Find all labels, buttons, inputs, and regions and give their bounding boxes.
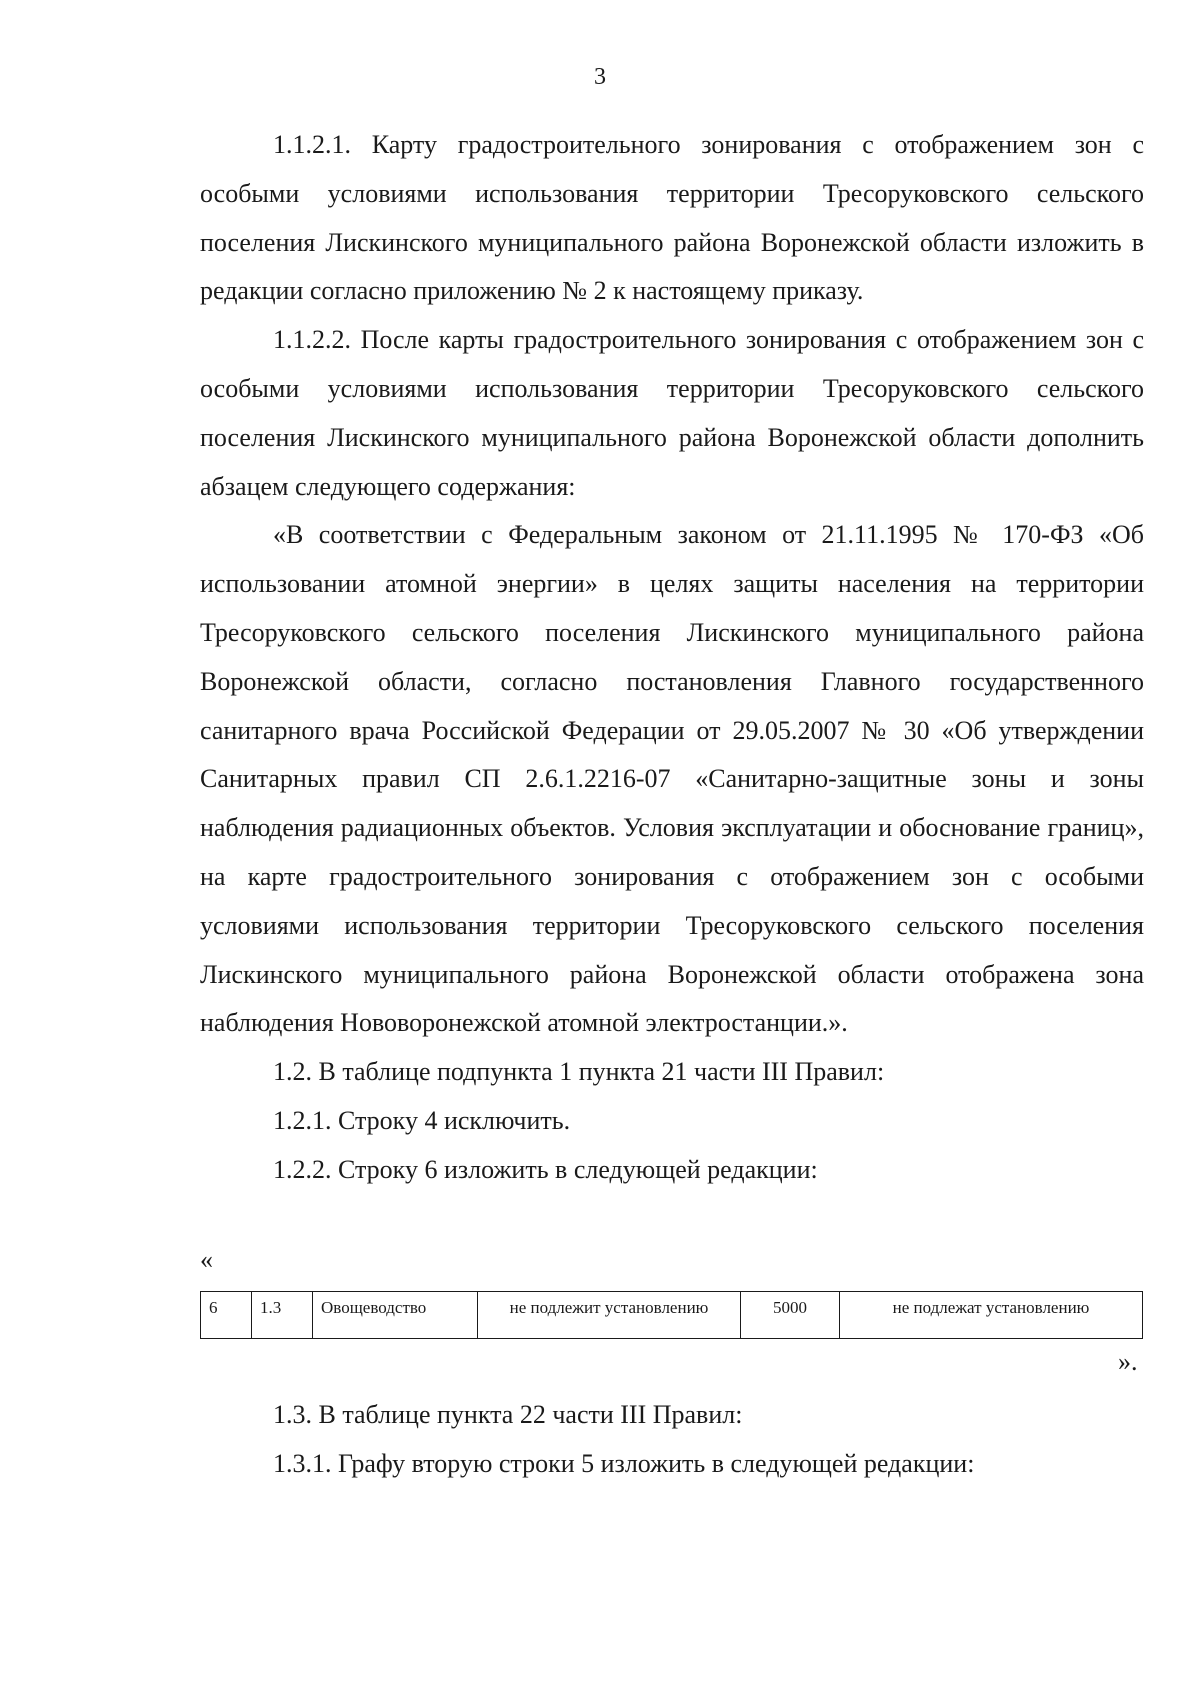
paragraph-1-2-2: 1.2.2. Строку 6 изложить в следующей редакции:	[273, 1154, 818, 1184]
opening-quote: «	[200, 1245, 213, 1274]
paragraph-1-2-1: 1.2.1. Строку 4 исключить.	[273, 1105, 571, 1135]
paragraph-1-3-1: 1.3.1. Графу вторую строки 5 изложить в следующей редакции:	[273, 1448, 975, 1478]
table-row	[201, 1292, 1143, 1339]
table-cell-row-number: 6	[201, 1292, 252, 1339]
amendment-table	[200, 1291, 1143, 1339]
paragraph-1-1-2-2: 1.1.2.2. После карты градостроительного зонирования с отображением зон с особыми условиями использования территории Тресоруковского сельского поселения Лискинского муниципального района Воронежской области дополнить абзацем следующего содержания:	[200, 325, 1144, 501]
paragraph-1-3: 1.3. В таблице пункта 22 части III Правил:	[273, 1400, 743, 1429]
document-body-continued	[200, 1391, 1144, 1489]
paragraph-quoted-addition: «В соответствии с Федеральным законом от 21.11.1995 № 170-ФЗ «Об использовании атомной энергии» в целях защиты населения на территории Тресоруковского сельского поселения Лискинского муниципального района Воронежской области, согласно постановления Главного государственного санитарного врача Российской Федерации от 29.05.2007 № 30 «Об утверждении Санитарных правил СП 2.6.1.2216-07 «Санитарно-защитные зоны и зоны наблюдения радиационных объектов. Условия эксплуатации и обоснование границ», на карте градостроительного зонирования с отображением зон с особыми условиями использования территории Тресоруковского сельского поселения Лискинского муниципального района Воронежской области отображена зона наблюдения Нововоронежской атомной электростанции.».	[200, 520, 1144, 1038]
document-body	[200, 121, 1144, 1195]
page-number: 3	[594, 64, 606, 90]
table-cell-parameter-1: не подлежит установлению	[478, 1292, 741, 1339]
paragraph-1-2: 1.2. В таблице подпункта 1 пункта 21 части III Правил:	[273, 1057, 885, 1087]
table-cell-code: 1.3	[252, 1292, 313, 1339]
table-cell-use-type: Овощеводство	[313, 1292, 478, 1339]
closing-quote: ».	[1118, 1347, 1138, 1376]
table-cell-area: 5000	[741, 1292, 840, 1339]
table-cell-parameter-2: не подлежат установлению	[840, 1292, 1143, 1339]
paragraph-1-1-2-1: 1.1.2.1. Карту градостроительного зонирования с отображением зон с особыми условиями использования территории Тресоруковского сельского поселения Лискинского муниципального района Воронежской области изложить в редакции согласно приложению № 2 к настоящему приказу.	[200, 130, 1144, 306]
